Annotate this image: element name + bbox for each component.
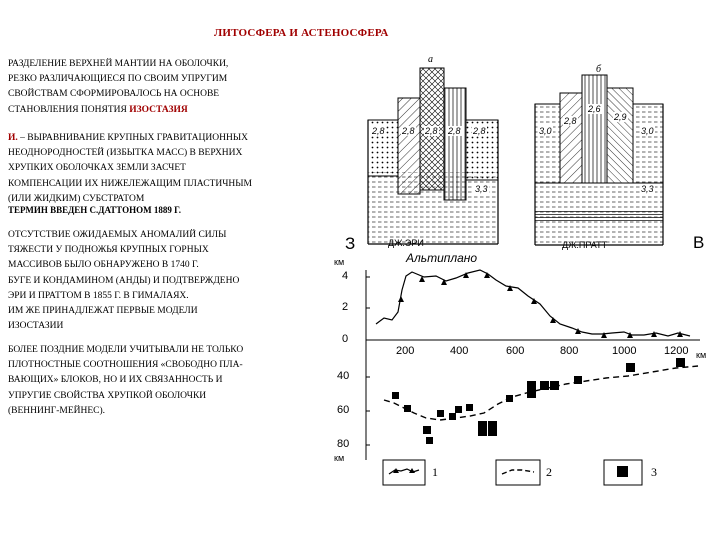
x-tick-label: 200 bbox=[396, 345, 415, 357]
page-title: ЛИТОСФЕРА И АСТЕНОСФЕРА bbox=[214, 27, 389, 39]
density-label: 3,0 bbox=[641, 126, 654, 136]
profile-chart bbox=[366, 270, 700, 485]
seismic-squares bbox=[392, 358, 685, 444]
text-line: УПРУГИЕ СВОЙСТВА ХРУПКОЙ ОБОЛОЧКИ bbox=[8, 390, 207, 401]
text-line: ЭРИ И ПРАТТОМ В 1855 Г. В ГИМАЛАЯХ. bbox=[8, 290, 189, 301]
text-line: ВАЮЩИХ» БЛОКОВ, НО И ИХ СВЯЗАННОСТЬ И bbox=[8, 375, 223, 386]
airy-model bbox=[368, 68, 498, 244]
depth-tick-label: 40 bbox=[337, 370, 350, 382]
density-label: 2,8 bbox=[473, 126, 486, 136]
text-fragment: – ВЫРАВНИВАНИЕ КРУПНЫХ ГРАВИТАЦИОННЫХ bbox=[17, 133, 248, 143]
airy-label: ДЖ.ЭРИ bbox=[388, 238, 424, 248]
text-line: ИМ ЖЕ ПРИНАДЛЕЖАТ ПЕРВЫЕ МОДЕЛИ bbox=[8, 306, 198, 317]
km-label-top: км bbox=[334, 257, 345, 267]
x-tick-label: 800 bbox=[560, 345, 579, 357]
west-label: З bbox=[345, 234, 356, 253]
pratt-label: ДЖ.ПРАТТ bbox=[562, 240, 608, 250]
text-line: ТЯЖЕСТИ У ПОДНОЖЬЯ КРУПНЫХ ГОРНЫХ bbox=[8, 245, 209, 256]
isostasy-abbrev: И. bbox=[8, 133, 18, 143]
text-line: БОЛЕЕ ПОЗДНИЕ МОДЕЛИ УЧИТЫВАЛИ НЕ ТОЛЬКО bbox=[8, 345, 244, 355]
text-line: НЕОДНОРОДНОСТЕЙ (ИЗБЫТКА МАСС) В ВЕРХНИХ bbox=[8, 148, 243, 159]
x-tick-label: 1000 bbox=[612, 345, 637, 357]
depth-tick-label: 60 bbox=[337, 404, 350, 416]
text-line: КОМПЕНСАЦИИ ИХ НИЖЕЛЕЖАЩИМ ПЛАСТИЧНЫМ bbox=[8, 178, 252, 189]
legend bbox=[383, 460, 642, 485]
density-label: 3,0 bbox=[539, 126, 552, 136]
substrate-density-label: 3,3 bbox=[475, 184, 488, 194]
east-label: В bbox=[693, 233, 705, 252]
isostasy-term: ИЗОСТАЗИЯ bbox=[129, 104, 188, 115]
crust-block bbox=[607, 88, 633, 183]
x-tick-label: 1200 bbox=[664, 345, 689, 357]
km-label-bottom: км bbox=[334, 453, 345, 463]
legend-label: 3 bbox=[651, 465, 657, 479]
text-line: СВОЙСТВАМ СФОРМИРОВАЛОСЬ НА ОСНОВЕ bbox=[8, 89, 220, 100]
text-line: ОТСУТСТВИЕ ОЖИДАЕМЫХ АНОМАЛИЙ СИЛЫ bbox=[8, 230, 227, 240]
text-line: ИЗОСТАЗИИ bbox=[8, 321, 64, 332]
tick-label: 0 bbox=[342, 333, 349, 345]
term-attribution: ТЕРМИН ВВЕДЕН С.ДАТТОНОМ 1889 Г. bbox=[8, 205, 182, 215]
text-line: РЕЗКО РАЗЛИЧАЮЩИЕСЯ ПО СВОИМ УПРУГИМ bbox=[8, 74, 228, 85]
x-unit-label: км bbox=[696, 350, 707, 360]
crust-block bbox=[398, 98, 420, 194]
legend-label: 2 bbox=[546, 465, 552, 479]
text-fragment: СТАНОВЛЕНИЯ ПОНЯТИЯ bbox=[8, 104, 130, 115]
text-line: (ИЛИ ЖИДКИМ) СУБСТРАТОМ bbox=[8, 193, 145, 204]
crust-block bbox=[582, 75, 607, 183]
text-line: (ВЕННИНГ-МЕЙНЕС). bbox=[8, 405, 106, 416]
x-tick-label: 600 bbox=[506, 345, 525, 357]
density-label: 2,8 bbox=[425, 126, 438, 136]
legend-label: 1 bbox=[432, 465, 438, 479]
altiplano-label: Альтиплано bbox=[406, 251, 478, 265]
legend-box-topography bbox=[383, 460, 425, 485]
density-label: 2,8 bbox=[448, 126, 461, 136]
density-label: 2,8 bbox=[564, 116, 577, 126]
depth-tick-label: 80 bbox=[337, 438, 350, 450]
crust-block bbox=[444, 88, 466, 200]
density-label: 2,9 bbox=[614, 112, 627, 122]
text-line: МАССИВОВ БЫЛО ОБНАРУЖЕНО В 1740 Г. bbox=[8, 260, 199, 271]
text-line: БУГЕ И КОНДАМИНОМ (АНДЫ) И ПОДТВЕРЖДЕНО bbox=[8, 275, 240, 286]
moho-line bbox=[384, 366, 698, 420]
model-b-letter: б bbox=[596, 64, 602, 75]
text-line: ХРУПКИХ ОБОЛОЧКАХ ЗЕМЛИ ЗАСЧЕТ bbox=[8, 163, 186, 174]
crust-block bbox=[633, 104, 663, 183]
substrate-density-label: 3,3 bbox=[641, 184, 654, 194]
text-line: ПЛОТНОСТНЫЕ СООТНОШЕНИЯ «СВОБОДНО ПЛА- bbox=[8, 360, 243, 371]
x-tick-label: 400 bbox=[450, 345, 469, 357]
tick-label: 4 bbox=[342, 270, 349, 282]
crust-block bbox=[535, 104, 560, 183]
model-a-letter: а bbox=[428, 54, 433, 65]
tick-label: 2 bbox=[342, 301, 349, 313]
density-label: 2,6 bbox=[588, 104, 601, 114]
text-line: РАЗДЕЛЕНИЕ ВЕРХНЕЙ МАНТИИ НА ОБОЛОЧКИ, bbox=[8, 59, 229, 69]
crust-block bbox=[560, 93, 582, 183]
density-label: 2,8 bbox=[402, 126, 415, 136]
pratt-model bbox=[535, 75, 663, 245]
density-label: 2,8 bbox=[372, 126, 385, 136]
